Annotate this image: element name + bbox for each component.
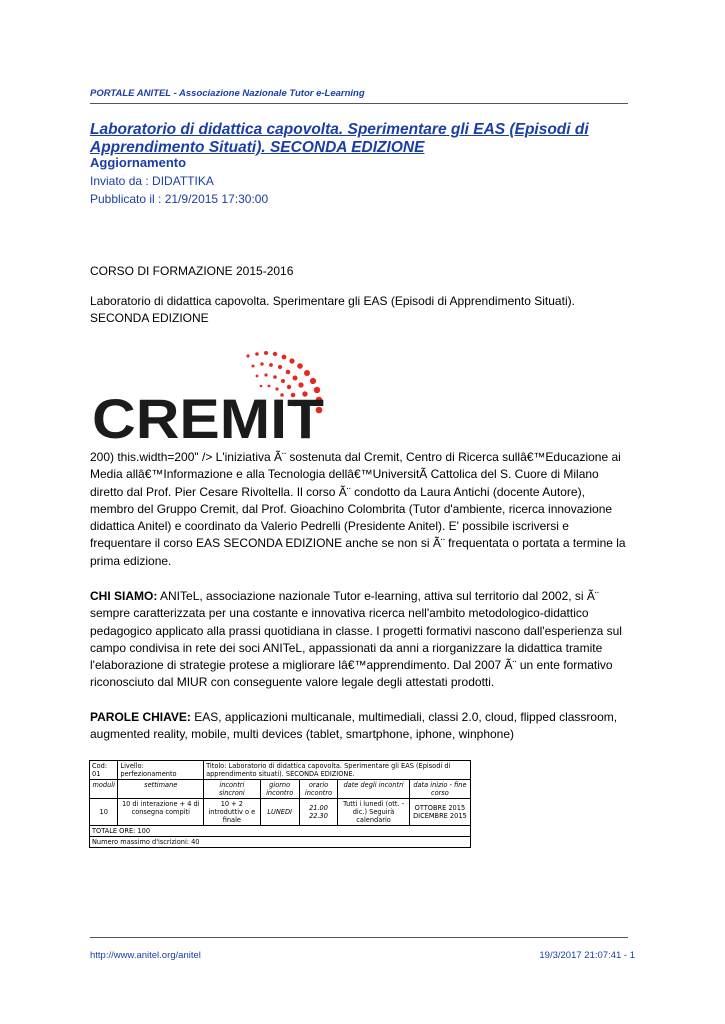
data-cell: 21.00 22.30 xyxy=(299,799,338,826)
sent-by: Inviato da : DIDATTIKA xyxy=(90,174,214,188)
header-divider xyxy=(90,103,628,104)
cell-numero: Numero massimo d'iscrizioni: 40 xyxy=(90,837,471,848)
cell-totale: TOTALE ORE: 100 xyxy=(90,826,471,837)
table-row xyxy=(90,799,471,826)
article-title[interactable]: Laboratorio di didattica capovolta. Sperimentare gli EAS (Episodi di Apprendimento Situati). SECONDA EDIZIONE xyxy=(90,121,589,156)
cell-titolo: Titolo: Laboratorio di didattica capovolta. Sperimentare gli EAS (Episodi di apprendimento situati). SECONDA EDIZIONE. xyxy=(204,761,471,780)
intro-line-1: Laboratorio di didattica capovolta. Sperimentare gli EAS (Episodi di Apprendimento Situati). xyxy=(90,294,575,308)
header-cell: moduli xyxy=(90,780,118,799)
course-label: CORSO DI FORMAZIONE 2015-2016 xyxy=(90,264,294,278)
cell-cod: Cod: 01 xyxy=(90,761,118,780)
keywords-label: PAROLE CHIAVE: xyxy=(90,710,191,724)
footer-url-link[interactable]: http://www.anitel.org/anitel xyxy=(90,950,201,961)
data-cell: LUNEDI xyxy=(260,799,299,826)
table-row xyxy=(90,780,471,799)
data-cell: OTTOBRE 2015 DICEMBRE 2015 xyxy=(409,799,470,826)
table-row xyxy=(90,826,471,837)
header-cell: date degli incontri xyxy=(338,780,410,799)
table-row xyxy=(90,761,471,780)
data-cell: 10 + 2 introduttiv o e finale xyxy=(204,799,261,826)
header-cell: incontri sincroni xyxy=(204,780,261,799)
course-table xyxy=(89,760,471,848)
data-cell: Tutti i lunedì (ott. - dic.) Seguirà calendario xyxy=(338,799,410,826)
cremit-logo xyxy=(90,348,350,448)
data-cell: 10 di interazione + 4 di consegna compiti xyxy=(118,799,204,826)
header-cell: settimane xyxy=(118,780,204,799)
cell-livello: Livello: perfezionamento xyxy=(118,761,204,780)
article-category: Aggiornamento xyxy=(90,155,187,170)
footer-timestamp: 19/3/2017 21:07:41 - 1 xyxy=(539,950,635,961)
chi-siamo-text: ANITeL, associazione nazionale Tutor e-learning, attiva sul territorio dal 2002, si Ã¨ sempre caratterizzata per una costante e innovativa ricerca nell'ambito metodologico-didattico pedagogico applicato alla prassi quotidiana in classe. I progetti formativi nascono dall'esperienza sul campo condivisa in rete dei soci ANITeL, appassionati da anni a riorganizzare la didattica tramite l'elaborazione di strategie protese a migliorare lâ€™apprendimento. Dal 2007 Ã¨ un ente formativo riconosciuto dal MIUR con conseguente valore legale degli attestati prodotti. xyxy=(90,589,622,690)
keywords-text: EAS, applicazioni multicanale, multimediali, classi 2.0, cloud, flipped classroom, augmented reality, mobile, multi devices (tablet, smartphone, iphone, winphone) xyxy=(90,710,618,742)
header-cell: data inizio - fine corso xyxy=(409,780,470,799)
paragraph-initiative: 200) this.width=200" /> L'iniziativa Ã¨ sostenuta dal Cremit, Centro di Ricerca sullâ€™Educazione ai Media allâ€™Informazione e alla Tecnologia dellâ€™UniversitÃ Cattolica del S. Cuore di Milano diretto dal Prof. Pier Cesare Rivoltella. Il corso Ã¨ condotto da Laura Antichi (docente Autore), membro del Gruppo Cremit, dal Prof. Gioachino Colombrita (Tutor d'ambiente, ricerca innovazione didattica Anitel) e coordinato da Valerio Pedrelli (Presidente Anitel). E' possibile iscriversi e frequentare il corso EAS SECONDA EDIZIONE anche se non si Ã¨ frequentata o portata a termine la prima edizione. xyxy=(90,450,626,568)
header-cell: giorno incontro xyxy=(260,780,299,799)
header-cell: orario incontro xyxy=(299,780,338,799)
paragraph-chi-siamo xyxy=(90,588,630,692)
intro-line-2: SECONDA EDIZIONE xyxy=(90,311,209,325)
chi-siamo-label: CHI SIAMO: xyxy=(90,589,158,603)
footer-divider xyxy=(90,937,628,938)
data-cell: 10 xyxy=(90,799,118,826)
portal-header: PORTALE ANITEL - Associazione Nazionale Tutor e-Learning xyxy=(90,88,365,99)
cremit-logo-text: CREMIT xyxy=(92,387,324,448)
published-date: Pubblicato il : 21/9/2015 17:30:00 xyxy=(90,192,269,206)
paragraph-keywords xyxy=(90,709,630,744)
table-row xyxy=(90,837,471,848)
